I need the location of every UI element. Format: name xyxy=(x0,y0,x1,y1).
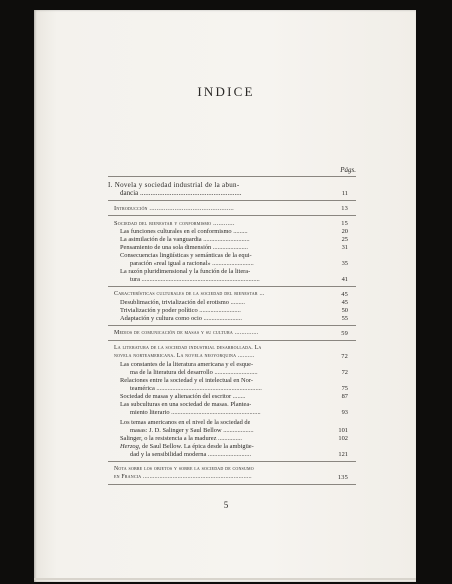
toc-entry-page: 121 xyxy=(338,451,348,458)
toc-entry-text: masas: J. D. Salinger y Saul Bellow ................... xyxy=(130,427,254,434)
toc-entry-text: Desublimación, trivialización del erotismo ......... xyxy=(120,299,245,306)
section-rule xyxy=(108,484,356,485)
toc-entry-text: Pensamiento de una sola dimensión ...................... xyxy=(120,244,248,251)
toc-entry-page: 11 xyxy=(341,190,348,197)
section-rule xyxy=(108,200,356,201)
toc-entry-page: 87 xyxy=(341,393,348,400)
section-rule xyxy=(108,340,356,341)
toc-entry-text: Relaciones entre la sociedad y el intelectual en Nor- xyxy=(120,377,253,384)
toc-entry-page: 59 xyxy=(341,330,348,337)
page-bottom-edge xyxy=(34,578,416,580)
toc-entry-page: 135 xyxy=(337,474,348,481)
toc-entry-text: I. Novela y sociedad industrial de la abun- xyxy=(108,182,240,189)
toc-entry-page: 72 xyxy=(341,353,348,360)
toc-entry-page: 45 xyxy=(341,299,348,306)
toc-entry-text: Salinger, o la resistencia a la madurez ............... xyxy=(120,435,243,442)
toc-entry-text: Introducción ............................................... xyxy=(114,205,234,212)
toc-entry-text: Las constantes de la literatura americana y el esque- xyxy=(120,361,254,368)
toc-entry-text: La asimilación de la vanguardia ............................. xyxy=(120,236,250,243)
index-title: INDICE xyxy=(197,84,255,99)
toc-entry-text: La literatura de la sociedad industrial desarrollada. La xyxy=(114,345,262,351)
toc-entry-page: 72 xyxy=(341,369,348,376)
toc-entry-text: miento literario ........................................................ xyxy=(130,409,261,416)
toc-entry-page: 102 xyxy=(338,435,348,442)
toc-entry-text: Sociedad del bienestar y conformismo ............ xyxy=(114,220,235,227)
toc-entry-page: 15 xyxy=(341,220,348,227)
toc-entry-text: teamérica .................................................................. xyxy=(130,385,262,392)
toc-entry-page: 13 xyxy=(341,205,348,212)
pages-column-label: Págs. xyxy=(340,166,356,174)
toc-entry-text: ma de la literatura del desarrollo ........................... xyxy=(130,369,258,376)
toc-entry-text: Medios de comunicación de masas y su cultura .............. xyxy=(114,330,259,336)
toc-entry-page: 101 xyxy=(338,427,348,434)
toc-entry-text: dancia .......................................................... xyxy=(120,190,242,197)
toc-entry-text: Las funciones culturales en el conformismo ......... xyxy=(120,228,248,235)
toc-entry-page: 31 xyxy=(341,244,348,251)
toc-entry-text: Consecuencias lingüísticas y semánticas de la equi- xyxy=(120,252,252,259)
toc-entry-text: La razón pluridimensional y la función de la litera- xyxy=(120,268,251,275)
section-rule xyxy=(108,461,356,462)
section-rule xyxy=(108,176,356,177)
toc-entry-page: 35 xyxy=(341,260,348,267)
toc-entry-text: paración «real igual a racional» .......................... xyxy=(130,260,254,267)
toc-entry-page: 93 xyxy=(341,409,348,416)
toc-entry-page: 75 xyxy=(341,385,348,392)
section-rule xyxy=(108,215,356,216)
toc-entry-text: dad y la sensibilidad moderna ........................... xyxy=(130,451,252,458)
toc-entry-text: Las subculturas en una sociedad de masas. Plantea- xyxy=(120,401,252,408)
toc-entry-page: 41 xyxy=(341,276,348,283)
toc-entry-page: 25 xyxy=(341,236,348,243)
toc-entry-text: Características culturales de la sociedad del bienestar ... xyxy=(114,291,265,297)
toc-entry-page: 20 xyxy=(341,228,348,235)
toc-entry-text: en Francia .................................................................. xyxy=(114,474,252,480)
toc-entry-text: Sociedad de masas y alienación del escritor ........ xyxy=(120,393,246,400)
toc-entry-text: Herzog, de Saul Bellow. La épica desde la ambigüe- xyxy=(120,443,254,450)
toc-entry-text: Los temas americanos en el nivel de la sociedad de xyxy=(120,419,251,426)
toc-entry-page: 55 xyxy=(341,315,348,322)
toc-entry-text: tura .......................................................................... xyxy=(130,276,260,283)
toc-entry-text: Trivialización y poder político .......................... xyxy=(120,307,241,314)
toc-entry-text: novela norteamericana. La novela neoyorquina .......... xyxy=(114,353,255,359)
toc-entry-page: 45 xyxy=(341,291,348,298)
page-number: 5 xyxy=(223,500,229,510)
toc-entry-page: 50 xyxy=(341,307,348,314)
toc-entry-text: Nota sobre los objetos y sobre la sociedad de consumo xyxy=(114,466,254,472)
section-rule xyxy=(108,286,356,287)
section-rule xyxy=(108,325,356,326)
toc-entry-text: Adaptación y cultura como ocio ........................ xyxy=(120,315,242,322)
